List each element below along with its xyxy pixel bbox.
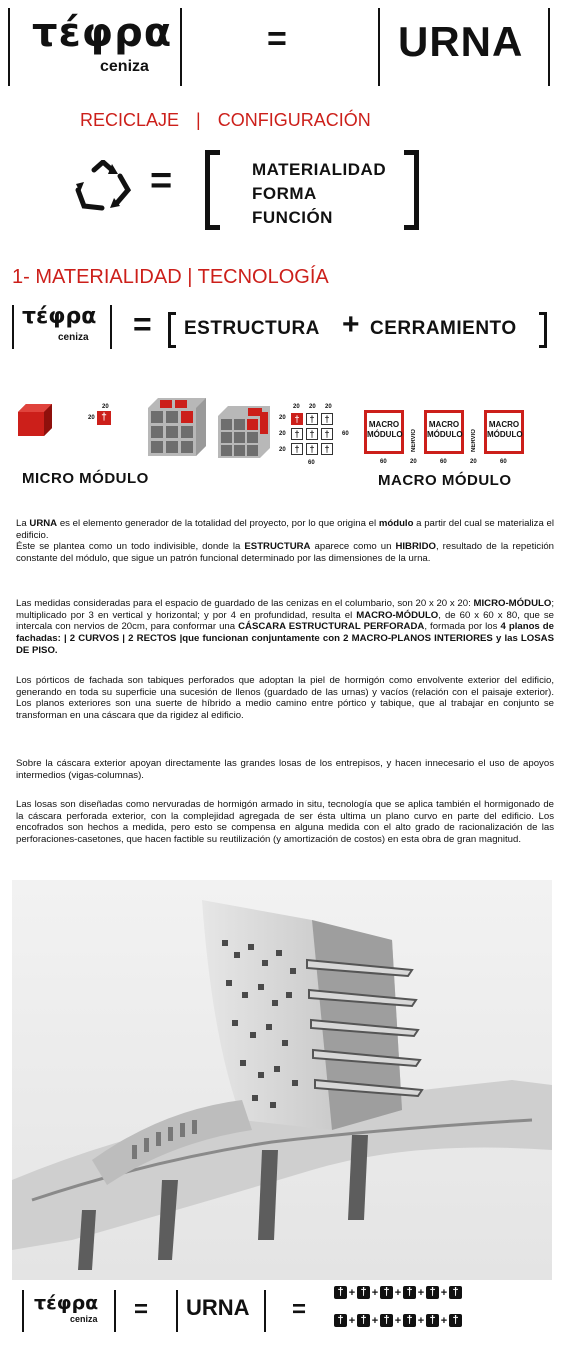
dimension-label: 60 bbox=[380, 459, 387, 465]
cerramiento-label: CERRAMIENTO bbox=[370, 318, 517, 339]
concept-list bbox=[252, 158, 386, 230]
macro-module-box bbox=[364, 410, 404, 454]
section-title: 1- MATERIALIDAD | TECNOLOGÍA bbox=[12, 266, 329, 288]
urn-cell: † bbox=[321, 413, 333, 425]
equals-sign: = bbox=[133, 306, 152, 342]
concept-item-forma: FORMA bbox=[252, 184, 317, 203]
micro-module-cube bbox=[18, 402, 54, 438]
urna-title: URNA bbox=[398, 18, 524, 65]
nervio-label: NERVIO bbox=[411, 429, 417, 452]
macro-box-line2: MÓDULO bbox=[487, 430, 523, 439]
urn-icon: † bbox=[449, 1314, 462, 1327]
urna-title: URNA bbox=[186, 1295, 250, 1320]
plus-sign: + bbox=[417, 1286, 425, 1299]
right-bracket bbox=[539, 312, 547, 348]
plus-sign: + bbox=[371, 1314, 379, 1327]
macro-box-line1: MACRO bbox=[368, 420, 400, 429]
macro-module-box bbox=[424, 410, 464, 454]
plus-sign: + bbox=[417, 1314, 425, 1327]
urn-cell: † bbox=[306, 443, 318, 455]
plus-sign: + bbox=[440, 1314, 448, 1327]
equals-sign: = bbox=[267, 20, 287, 58]
configuracion-label: CONFIGURACIÓN bbox=[217, 110, 371, 130]
urn-micro-module: † bbox=[97, 411, 111, 425]
urn-icon: † bbox=[426, 1314, 439, 1327]
urn-cell: † bbox=[321, 428, 333, 440]
plus-sign: + bbox=[348, 1286, 356, 1299]
divider bbox=[12, 305, 14, 349]
dimension-label: 20 bbox=[279, 415, 286, 421]
plus-sign: + bbox=[348, 1314, 356, 1327]
plus-sign: + bbox=[342, 308, 360, 341]
dimension-label: 60 bbox=[308, 460, 315, 466]
equals-sign: = bbox=[292, 1296, 307, 1323]
paragraph-medidas: Las medidas consideradas para el espacio de guardado de las cenizas en el columbario, son 20 x 20 x 20: MICRO-MÓDULO; multiplicado por 3 en vertical y horizontal; y por 4 en profundidad, resulta el MACRO-MÓDULO, de 60 x 60 x 80, que se intercala con nervios de 20cm, para conformar una CÁSCARA ESTRUCTURAL PERFORADA, formada por los 4 planos de fachadas: | 2 CURVOS | 2 RECTOS |que funcionan conjuntamente con 2 MACRO-PLANOS INTERIORES y las LOSAS DE PISO. bbox=[16, 598, 555, 656]
divider bbox=[378, 8, 380, 86]
plus-sign: + bbox=[440, 1286, 448, 1299]
paragraph-losas: Las losas son diseñadas como nervuradas de hormigón armado in situ, tecnología que se aplica también el hormigonado de la cáscara perforada exterior, con la complejidad agregada de ser ésta ultima un plano curvo en parte del edificio. Los encofrados son hechos a medida, pero esto se compensa en alguna medida con el alto grado de racionalización de las perforaciones-casetones, que hacen factible su reutilización (y amortización de costos) en esta obra de gran magnitud. bbox=[16, 799, 554, 846]
urn-icon: † bbox=[449, 1286, 462, 1299]
divider bbox=[8, 8, 10, 86]
dimension-label: 20 bbox=[293, 404, 300, 410]
macro-box-line2: MÓDULO bbox=[367, 430, 403, 439]
urn-icon: † bbox=[403, 1286, 416, 1299]
macro-module-box bbox=[484, 410, 524, 454]
plus-sign: + bbox=[371, 1286, 379, 1299]
divider bbox=[180, 8, 182, 86]
paragraph-porticos: Los pórticos de fachada son tabiques perforados que adoptan la piel de hormigón como envolvente exterior del edificio, generando en toda su superficie una sucesión de llenos (guardado de las urnas) y vacíos (relación con el paisaje exterior). Los planos exteriores son una suerte de híbrido a medio camino entre pórtico y tabique, que al trabajar en conjunto se transforman en una cáscara que da rigidez al edificio. bbox=[16, 675, 554, 722]
module-grid-block bbox=[148, 396, 208, 458]
paragraph-urna: La URNA es el elemento generador de la totalidad del proyecto, por lo que origina el módulo a partir del cual se materializa el edificio. Éste se plantea como un todo indivisible, donde la ESTRUCTURA aparece como un HIBRIDO, resultado de la repetición constante del módulo, que sigue un patrón funcional determinado por las dimensiones de la urna. bbox=[16, 518, 555, 565]
ceniza-word: ceniza bbox=[58, 332, 89, 343]
divider bbox=[548, 8, 550, 86]
reciclaje-heading bbox=[80, 110, 371, 131]
tefra-logo-word: τέφρα bbox=[34, 1292, 99, 1314]
separator: | bbox=[196, 110, 201, 130]
dimension-label: 60 bbox=[342, 431, 349, 437]
reciclaje-label: RECICLAJE bbox=[80, 110, 180, 130]
left-bracket bbox=[168, 312, 176, 348]
urn-cell: † bbox=[321, 443, 333, 455]
macro-module-label: MACRO MÓDULO bbox=[378, 472, 512, 489]
micro-module-label: MICRO MÓDULO bbox=[22, 470, 149, 487]
urn-icon: † bbox=[403, 1314, 416, 1327]
dimension-label: 20 bbox=[410, 459, 417, 465]
dimension-label: 20 bbox=[470, 459, 477, 465]
dimension-label: 20 bbox=[279, 431, 286, 437]
divider bbox=[114, 1290, 116, 1332]
ceniza-word: ceniza bbox=[70, 1314, 98, 1324]
right-bracket bbox=[404, 150, 419, 230]
paragraph-cascara: Sobre la cáscara exterior apoyan directamente las grandes losas de los entrepisos, y hacen innecesario el uso de apoyos intermedios (vigas-columnas). bbox=[16, 758, 554, 781]
concept-item-materialidad: MATERIALIDAD bbox=[252, 160, 387, 179]
nervio-label: NERVIO bbox=[471, 429, 477, 452]
macro-box-line1: MACRO bbox=[428, 420, 460, 429]
equals-sign: = bbox=[150, 160, 173, 202]
plus-sign: + bbox=[394, 1314, 402, 1327]
building-render bbox=[12, 880, 552, 1280]
urn-icon: † bbox=[357, 1314, 370, 1327]
divider bbox=[176, 1290, 178, 1332]
divider bbox=[110, 305, 112, 349]
urn-sum-row bbox=[334, 1284, 462, 1302]
ceniza-word: ceniza bbox=[100, 58, 149, 75]
urn-icon: † bbox=[334, 1314, 347, 1327]
estructura-label: ESTRUCTURA bbox=[184, 318, 320, 339]
dimension-label: 60 bbox=[440, 459, 447, 465]
urn-icon: † bbox=[334, 1286, 347, 1299]
divider bbox=[264, 1290, 266, 1332]
urn-sum-row bbox=[334, 1312, 462, 1330]
tefra-logo-word: τέφρα bbox=[32, 10, 173, 56]
recycle-icon bbox=[72, 160, 134, 212]
urn-cell: † bbox=[291, 443, 303, 455]
tefra-logo-word: τέφρα bbox=[22, 304, 97, 329]
dimension-label: 20 bbox=[325, 404, 332, 410]
urn-icon: † bbox=[357, 1286, 370, 1299]
urn-cell: † bbox=[291, 428, 303, 440]
equals-sign: = bbox=[134, 1296, 149, 1323]
urn-cell: † bbox=[291, 413, 303, 425]
macro-box-line2: MÓDULO bbox=[427, 430, 463, 439]
dimension-label: 60 bbox=[500, 459, 507, 465]
urn-icon: † bbox=[380, 1286, 393, 1299]
dimension-label: 20 bbox=[279, 447, 286, 453]
macro-box-line1: MACRO bbox=[488, 420, 520, 429]
module-grid-block-red bbox=[218, 404, 272, 460]
left-bracket bbox=[205, 150, 220, 230]
dimension-label: 20 bbox=[309, 404, 316, 410]
urn-cell: † bbox=[306, 413, 318, 425]
divider bbox=[22, 1290, 24, 1332]
dimension-label: 20 bbox=[102, 404, 109, 410]
urn-icon: † bbox=[426, 1286, 439, 1299]
urn-icon: † bbox=[380, 1314, 393, 1327]
urn-cell: † bbox=[306, 428, 318, 440]
concept-item-funcion: FUNCIÓN bbox=[252, 208, 333, 227]
dimension-label: 20 bbox=[88, 415, 95, 421]
plus-sign: + bbox=[394, 1286, 402, 1299]
